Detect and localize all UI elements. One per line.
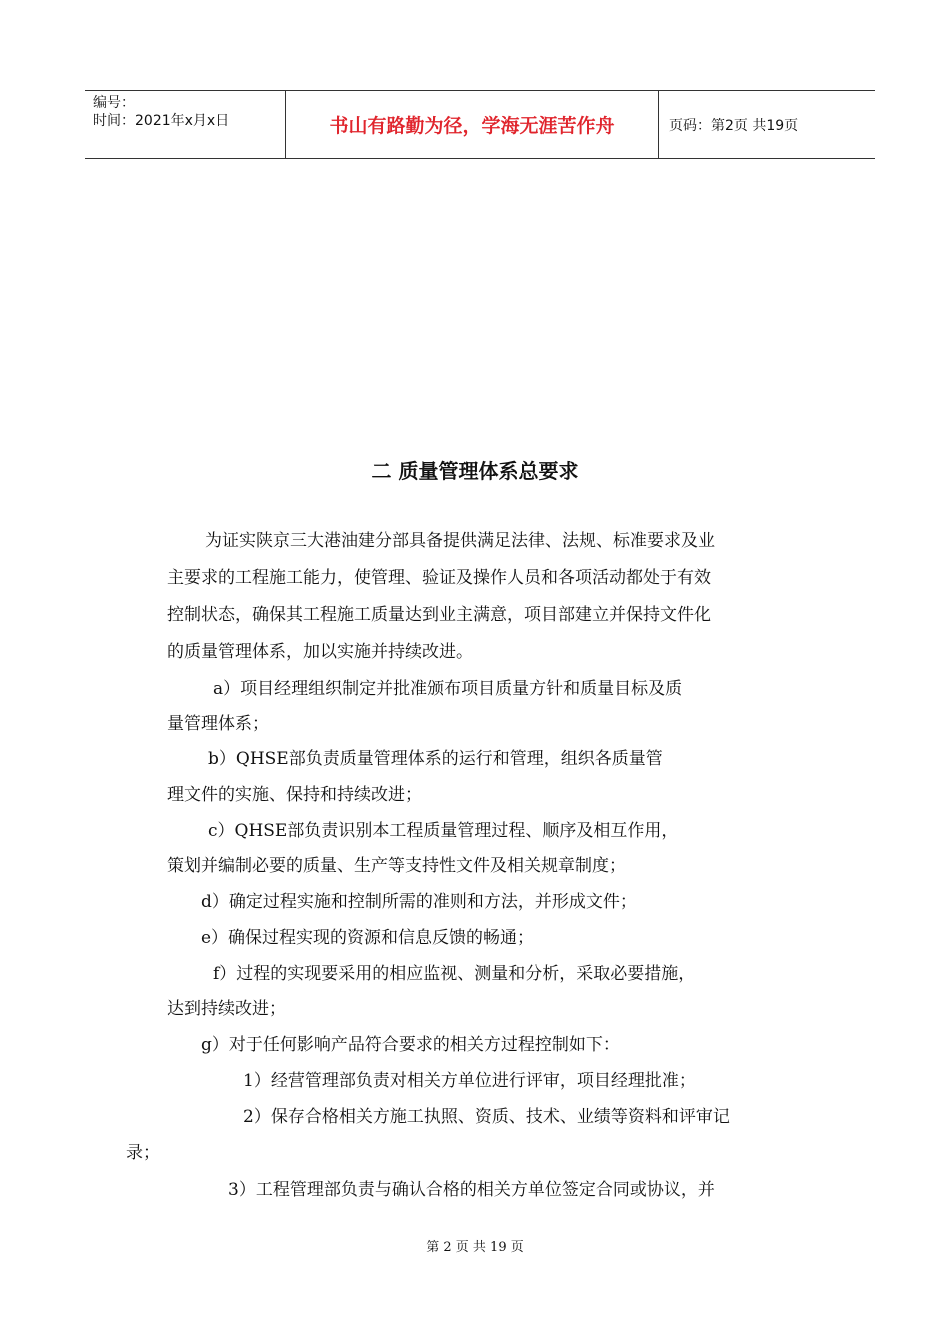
list-item-d: d）确定过程实施和控制所需的准则和方法，并形成文件；: [201, 892, 637, 912]
list-item-c-cont: 策划并编制必要的质量、生产等支持性文件及相关规章制度；: [167, 856, 626, 876]
list-item-c: c）QHSE部负责识别本工程质量管理过程、顺序及相互作用，: [208, 821, 679, 841]
header-page-info: 页码：第2页 共19页: [669, 117, 799, 134]
header-motto: 书山有路勤为径，学海无涯苦作舟: [286, 91, 659, 158]
page-header: [85, 90, 875, 159]
document-time-label: 时间：2021年x月x日: [93, 113, 230, 129]
list-item-a-cont: 量管理体系；: [167, 714, 269, 734]
sub-item-2-cont: 录；: [126, 1143, 160, 1163]
list-item-f-cont: 达到持续改进；: [167, 999, 286, 1019]
paragraph-line: 控制状态，确保其工程施工质量达到业主满意，项目部建立并保持文件化: [167, 605, 711, 625]
sub-item-2: 2）保存合格相关方施工执照、资质、技术、业绩等资料和评审记: [243, 1107, 730, 1127]
document-number-label: 编号：: [93, 95, 135, 111]
list-item-a: a）项目经理组织制定并批准颁布项目质量方针和质量目标及质: [213, 679, 683, 699]
list-item-b-cont: 理文件的实施、保持和持续改进；: [167, 785, 422, 805]
section-title: 二 质量管理体系总要求: [371, 459, 579, 483]
paragraph-line: 主要求的工程施工能力，使管理、验证及操作人员和各项活动都处于有效: [167, 568, 711, 588]
sub-item-1: 1）经营管理部负责对相关方单位进行评审，项目经理批准；: [243, 1071, 696, 1091]
list-item-f: f）过程的实现要采用的相应监视、测量和分析，采取必要措施，: [213, 964, 696, 984]
header-left-cell: [85, 91, 286, 158]
sub-item-3: 3）工程管理部负责与确认合格的相关方单位签定合同或协议，并: [228, 1180, 715, 1200]
paragraph-line: 的质量管理体系，加以实施并持续改进。: [167, 642, 473, 662]
paragraph-line: 为证实陕京三大港油建分部具备提供满足法律、法规、标准要求及业: [205, 531, 715, 551]
list-item-e: e）确保过程实现的资源和信息反馈的畅通；: [201, 928, 535, 948]
list-item-b: b）QHSE部负责质量管理体系的运行和管理，组织各质量管: [208, 749, 663, 769]
page-footer: 第 2 页 共 19 页: [426, 1240, 524, 1255]
list-item-g: g）对于任何影响产品符合要求的相关方过程控制如下：: [201, 1035, 620, 1055]
